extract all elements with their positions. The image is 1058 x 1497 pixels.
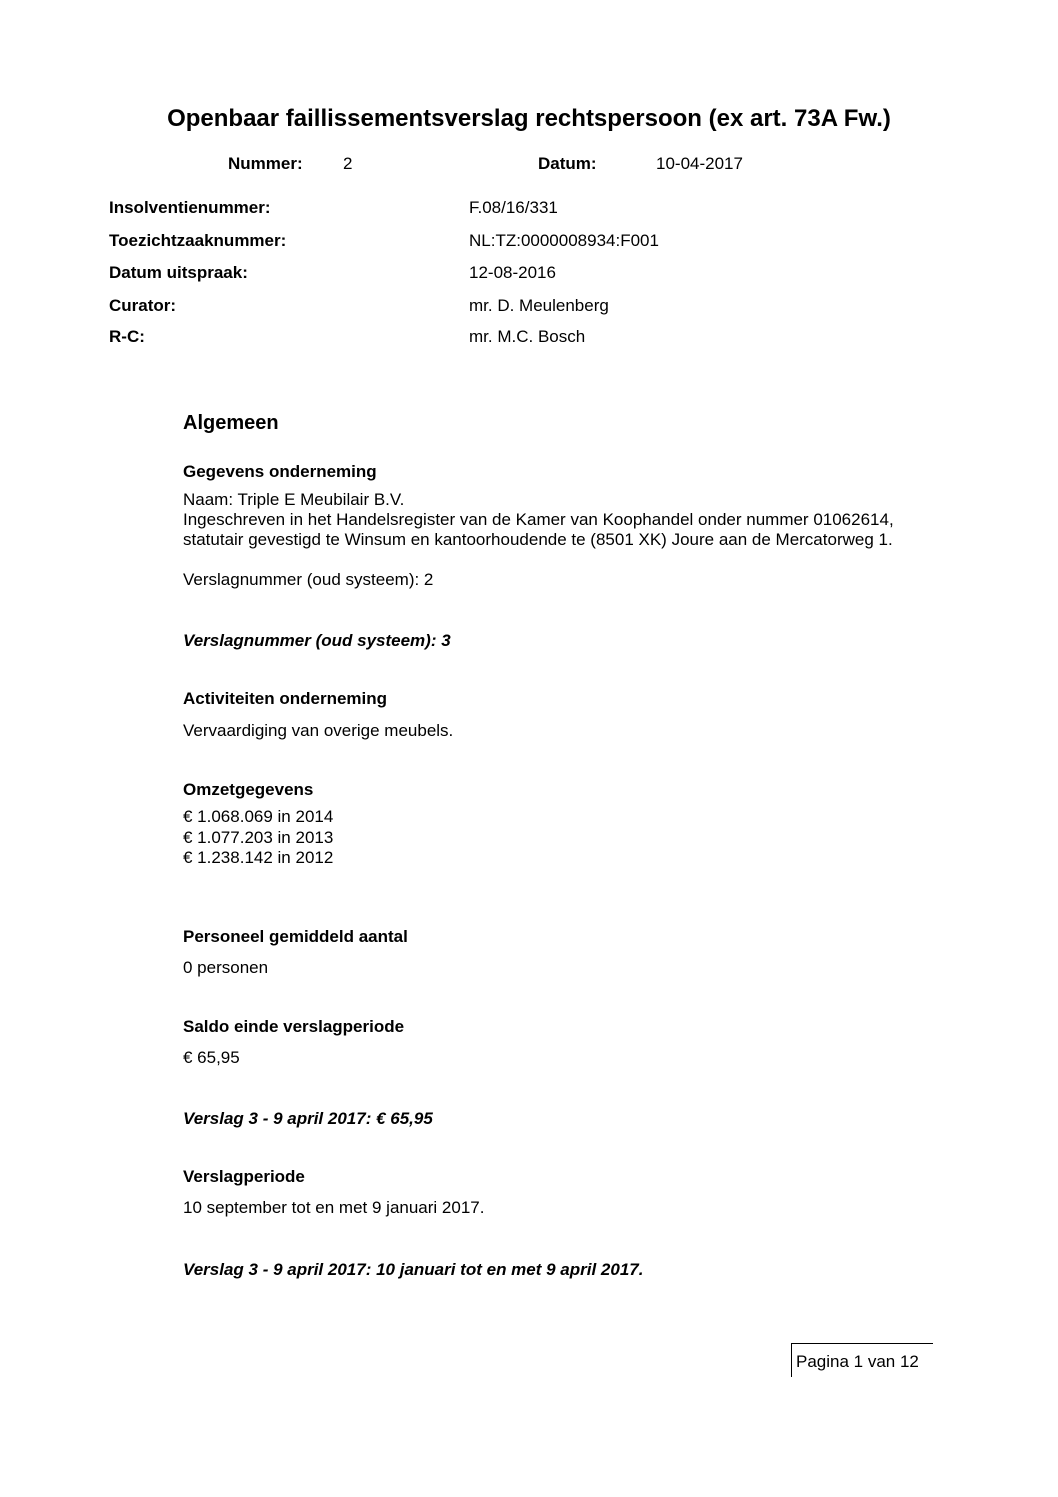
personeel-heading: Personeel gemiddeld aantal bbox=[183, 927, 408, 946]
activiteiten-heading: Activiteiten onderneming bbox=[183, 689, 388, 708]
gegevens-heading: Gegevens onderneming bbox=[183, 462, 377, 481]
datum-value: 10-04-2017 bbox=[656, 154, 743, 173]
verslagnummer-oud: Verslagnummer (oud systeem): 2 bbox=[183, 570, 434, 589]
rc-value: mr. M.C. Bosch bbox=[469, 327, 586, 346]
datum-uitspraak-label: Datum uitspraak: bbox=[109, 263, 248, 282]
omzet-heading: Omzetgegevens bbox=[183, 780, 314, 799]
verslagperiode-update: Verslag 3 - 9 april 2017: 10 januari tot en met 9 april 2017. bbox=[183, 1260, 644, 1279]
gegevens-line-naam: Naam: Triple E Meubilair B.V. bbox=[183, 490, 405, 509]
personeel-text: 0 personen bbox=[183, 958, 269, 977]
gegevens-line-adres: statutair gevestigd te Winsum en kantoorhoudende te (8501 XK) Joure aan de Mercatorweg 1. bbox=[183, 530, 893, 549]
curator-label: Curator: bbox=[109, 296, 177, 315]
page-number: Pagina 1 van 12 bbox=[796, 1352, 919, 1371]
saldo-heading: Saldo einde verslagperiode bbox=[183, 1017, 405, 1036]
datum-label: Datum: bbox=[538, 154, 597, 173]
gegevens-line-register: Ingeschreven in het Handelsregister van de Kamer van Koophandel onder nummer 01062614, bbox=[183, 510, 894, 529]
report-title: Openbaar faillissementsverslag rechtspersoon (ex art. 73A Fw.) bbox=[167, 105, 891, 132]
toezichtzaaknummer-label: Toezichtzaaknummer: bbox=[109, 231, 287, 250]
insolventienummer-value: F.08/16/331 bbox=[469, 198, 558, 217]
verslagperiode-heading: Verslagperiode bbox=[183, 1167, 305, 1186]
nummer-value: 2 bbox=[343, 154, 353, 173]
insolventienummer-label: Insolventienummer: bbox=[109, 198, 271, 217]
section-title: Algemeen bbox=[183, 412, 279, 434]
rc-label: R-C: bbox=[109, 327, 145, 346]
datum-uitspraak-value: 12-08-2016 bbox=[469, 263, 556, 282]
activiteiten-text: Vervaardiging van overige meubels. bbox=[183, 721, 454, 740]
omzet-line-2013: € 1.077.203 in 2013 bbox=[183, 828, 334, 847]
saldo-update: Verslag 3 - 9 april 2017: € 65,95 bbox=[183, 1109, 433, 1128]
verslagnummer-update: Verslagnummer (oud systeem): 3 bbox=[183, 631, 451, 650]
verslagperiode-text: 10 september tot en met 9 januari 2017. bbox=[183, 1198, 485, 1217]
omzet-line-2012: € 1.238.142 in 2012 bbox=[183, 848, 334, 867]
toezichtzaaknummer-value: NL:TZ:0000008934:F001 bbox=[469, 231, 659, 250]
saldo-text: € 65,95 bbox=[183, 1048, 240, 1067]
omzet-line-2014: € 1.068.069 in 2014 bbox=[183, 807, 334, 826]
curator-value: mr. D. Meulenberg bbox=[469, 296, 609, 315]
nummer-label: Nummer: bbox=[228, 154, 303, 173]
page-number-box bbox=[791, 1343, 933, 1377]
